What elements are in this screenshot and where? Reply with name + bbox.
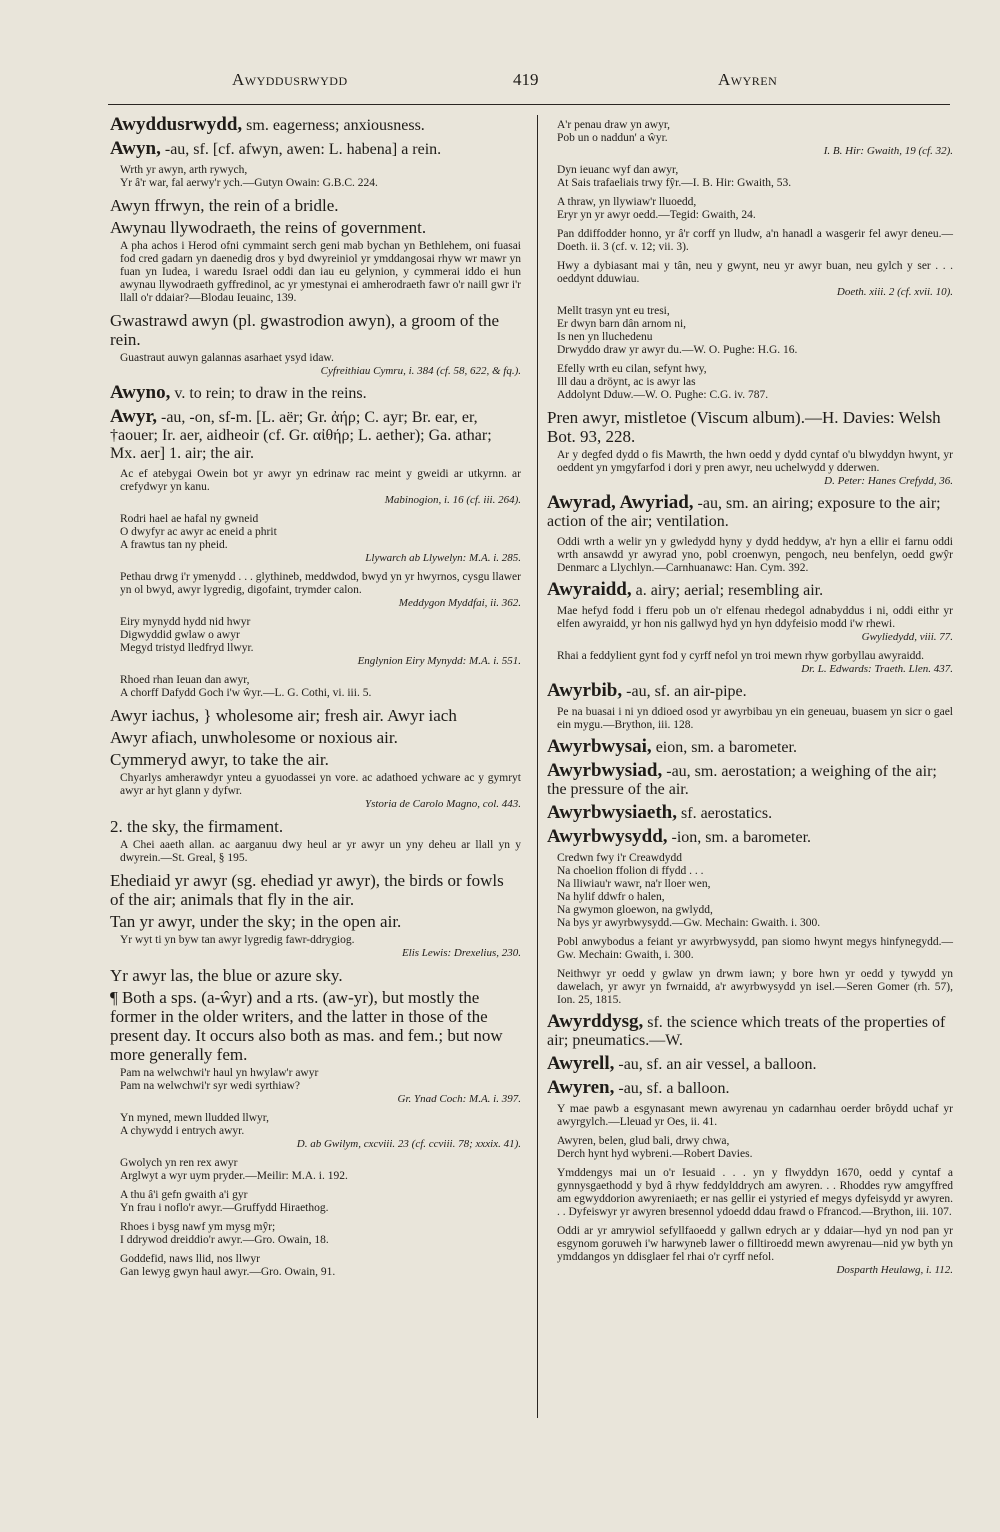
verse-line: Dyn ieuanc wyf dan awyr, (557, 164, 679, 176)
headword: Awyddusrwydd, (110, 114, 243, 135)
verse-line: Awyren, belen, glud bali, drwy chwa, (557, 1135, 730, 1147)
sub-entry: ¶ Both a sps. (a-ŵyr) and a rts. (aw-yr), but mostly the former in the older writers, and the latter in those of the present day. It occurs also both as mas. and fem.; but now more generally fem. (110, 988, 503, 1064)
verse-line: O dwyfyr ac awyr ac eneid a phrit (120, 526, 277, 538)
sub-entry: Yr awyr las, the blue or azure sky. (110, 966, 343, 985)
citation-source: Dr. L. Edwards: Traeth. Llen. 437. (801, 663, 953, 675)
verse-line: Na hylif ddwfr o halen, (557, 891, 665, 903)
citation-source: Gr. Ynad Coch: M.A. i. 397. (397, 1093, 521, 1105)
headword: Awyr, (110, 406, 157, 427)
prose-citation (557, 1225, 953, 1277)
verse-line: Megyd tristyd lledfryd llwyr. (120, 642, 254, 654)
prose-citation (557, 936, 953, 962)
citation-source: Doeth. xiii. 2 (cf. xvii. 10). (836, 286, 953, 298)
verse-citation (120, 1112, 521, 1151)
headword: Awyrbib, (547, 680, 623, 701)
verse-line: Na choelion ffolion di ffydd . . . (557, 865, 704, 877)
sub-entry: Pren awyr, mistletoe (Viscum album).—H. Davies: Welsh Bot. 93, 228. (547, 408, 941, 446)
citation-source: Meddygon Myddfai, ii. 362. (398, 597, 521, 609)
citation-text: Pe na buasai i ni yn ddioed osod yr awyrbibau yn ein geneuau, buasem yn sicr o gael ein mygu.—Brython, iii. 128. (557, 706, 953, 731)
verse-line: I ddrywod dreiddio'r awyr.—Gro. Owain, 18. (120, 1234, 329, 1246)
verse-line: Efelly wrth eu cilan, sefynt hwy, (557, 363, 707, 375)
verse-line: A chorff Dafydd Goch i'w ŵyr.—L. G. Cothi, vi. iii. 5. (120, 687, 372, 699)
verse-citation (557, 164, 953, 190)
verse-line: Eryr yn yr awyr oedd.—Tegid: Gwaith, 24. (557, 209, 756, 221)
dictionary-entry (547, 762, 953, 799)
header-left-guide-word: Awyddusrwydd (232, 70, 348, 89)
verse-citation (120, 1067, 521, 1106)
sub-entry: Awynau llywodraeth, the reins of government. (110, 218, 427, 237)
verse-line: Rhoes i bysg nawf ym mysg mŷr; (120, 1221, 276, 1233)
citation-source: Gwyliedydd, viii. 77. (861, 631, 953, 643)
prose-citation (557, 968, 953, 1007)
citation-source: Cyfreithiau Cymru, i. 384 (cf. 58, 622, & fq.). (320, 365, 521, 377)
verse-line: Pam na welwchwi'r haul yn hwylaw'r awyr (120, 1067, 319, 1079)
header-rule (108, 104, 950, 105)
sub-entry: Gwastrawd awyn (pl. gwastrodion awyn), a groom of the rein. (110, 311, 500, 349)
verse-citation (120, 1253, 521, 1279)
headword: Awyraidd, (547, 579, 632, 600)
verse-line: Rodri hael ae hafal ny gwneid (120, 513, 259, 525)
prose-citation (120, 772, 521, 811)
page-header (0, 70, 1000, 104)
sub-entry: Awyn ffrwyn, the rein of a bridle. (110, 196, 339, 215)
verse-citation (557, 363, 953, 402)
verse-citation (120, 164, 521, 190)
verse-citation (557, 1135, 953, 1161)
dictionary-entry (547, 1013, 953, 1050)
verse-line: Addolynt Dduw.—W. O. Pughe: C.G. iv. 787. (557, 389, 769, 401)
headword: Awyrell, (547, 1053, 615, 1074)
verse-line: Derch hynt hyd wybreni.—Robert Davies. (557, 1148, 753, 1160)
prose-citation (120, 934, 521, 960)
prose-citation (557, 449, 953, 488)
citation-text: Pethau drwg i'r ymenydd . . . glythineb, meddwdod, bwyd yn yr hwyrnos, cysgu llawer yn ol bwyd, awyr lygredig, digofaint, trymder calon. (120, 571, 521, 596)
verse-line: Yr â'r war, fal aerwy'r ych.—Gutyn Owain: G.B.C. 224. (120, 177, 378, 189)
sub-entry: 2. the sky, the firmament. (110, 817, 284, 836)
entry-definition: -au, sf. [cf. afwyn, awen: L. habena] a rein. (160, 141, 442, 158)
prose-citation (557, 1167, 953, 1219)
prose-citation (557, 650, 953, 676)
verse-line: Eiry mynydd hydd nid hwyr (120, 616, 251, 628)
headword: Awyrbwysiad, (547, 760, 663, 781)
headword: Awyrbwysydd, (547, 826, 668, 847)
citation-source: D. Peter: Hanes Crefydd, 36. (824, 475, 953, 487)
citation-text: Hwy a dybiasant mai y tân, neu y gwynt, neu yr awyr buan, neu gylch y ser . . . oeddynt dduwiau. (557, 260, 953, 285)
verse-line: Na gwymon gloewon, na gwlydd, (557, 904, 713, 916)
citation-text: Y mae pawb a esgynasant mewn awyrenau yn cadarnhau oerder brôydd uchaf yr awyrgylch.—Lleuad yr Oes, ii. 41. (557, 1103, 953, 1128)
verse-line: Mellt trasyn ynt eu tresi, (557, 305, 670, 317)
dictionary-entry (547, 682, 953, 701)
citation-text: Rhai a feddylient gynt fod y cyrff nefol yn troi mewn rhyw gorbyllau awyraidd. (557, 650, 925, 662)
sub-entry: Awyr iachus, } wholesome air; fresh air. Awyr iach (110, 706, 457, 725)
citation-text: Ac ef atebygai Owein bot yr awyr yn edrinaw rac meint y gweidi ar utkyrnn. ar crefydwyr yn kanu. (120, 468, 521, 493)
verse-line: Is nen yn lluchedenu (557, 331, 653, 343)
dictionary-entry (547, 494, 953, 531)
verse-line: Yn frau i noflo'r awyr.—Gruffydd Hiraethog. (120, 1202, 329, 1214)
verse-line: Goddefid, naws llid, nos llwyr (120, 1253, 260, 1265)
verse-line: Gwolych yn ren rex awyr (120, 1157, 238, 1169)
entry-definition: -au, sm. aerostation; a weighing of the air; the pressure of the air. (547, 763, 937, 798)
citation-source: Mabinogion, i. 16 (cf. iii. 264). (384, 494, 521, 506)
citation-text: Ymddengys mai un o'r Iesuaid . . . yn y flwyddyn 1670, oedd y cyntaf a gynnysgaethodd y byd â rhyw feddylddrych am awyren. . . Rhoddes ryw amgyffred am egwyddorion awyreniaeth; er nas gellir ei ystyried ef megys dyfeisydd yr awyren. . . Dyfeiswyr yr awyren bresennol ydoedd ddau frawd o Ffrancod.—Brython, iii. 107. (557, 1167, 953, 1218)
verse-line: Yn myned, mewn lludded llwyr, (120, 1112, 270, 1124)
verse-line: Drwyddo draw yr awyr du.—W. O. Pughe: H.G. 16. (557, 344, 798, 356)
sub-entry: Tan yr awyr, under the sky; in the open air. (110, 912, 402, 931)
dictionary-entry (110, 140, 521, 159)
verse-line: A'r penau draw yn awyr, (557, 119, 671, 131)
verse-citation (120, 674, 521, 700)
sub-entry: Awyr afiach, unwholesome or noxious air. (110, 728, 398, 747)
entry-definition: -au, sf. a balloon. (614, 1080, 730, 1097)
verse-line: Credwn fwy i'r Creawdydd (557, 852, 683, 864)
dictionary-entry (110, 408, 521, 463)
verse-citation (557, 119, 953, 158)
prose-citation (120, 468, 521, 507)
headword: Awyrad, Awyriad, (547, 492, 694, 513)
verse-line: A frawtus tan ny pheid. (120, 539, 228, 551)
verse-citation (557, 305, 953, 357)
citation-source: Dosparth Heulawg, i. 112. (836, 1264, 953, 1276)
entry-definition: a. airy; aerial; resembling air. (631, 582, 824, 599)
entry-definition: -au, -on, sf-m. [L. aër; Gr. ἀήρ; C. ayr; Br. ear, er, †aouer; Ir. aer, aidheoir (cf. Gr. αἰθήρ; L. aether); Ga. athar; Mx. aer] 1. air; the air. (110, 409, 492, 462)
entry-definition: -ion, sm. a barometer. (667, 829, 812, 846)
prose-citation (557, 706, 953, 732)
dictionary-entry (110, 384, 521, 403)
verse-line: A thraw, yn llywiaw'r lluoedd, (557, 196, 697, 208)
sub-entry: Cymmeryd awyr, to take the air. (110, 750, 329, 769)
column-divider (537, 115, 538, 1418)
dictionary-entry (547, 1055, 953, 1074)
headword: Awyren, (547, 1077, 615, 1098)
citation-text: Yr wyt ti yn byw tan awyr lygredig fawr-ddrygiog. (120, 934, 355, 946)
prose-citation (120, 240, 521, 305)
entry-definition: sf. the science which treats of the properties of air; pneumatics.—W. (547, 1014, 946, 1049)
verse-citation (120, 1189, 521, 1215)
verse-citation (120, 616, 521, 668)
citation-text: A pha achos i Herod ofni cymmaint serch geni mab bychan yn Bethlehem, oni fuasai fod cred gadarn yn daenedig dros y byd dwyreiniol yr ymddangosai rhyw wr mawr yn fuan yn Iudea, i waredu Israel oddi dan iau eu gelynion, y cymmerai iddo ei hun awynau llywodraeth gyffredinol, ac yr ymestynai ei amherodraeth fawr o'r naill gwr i'r llall o'r ddaiar?—Blodau Ieuainc, 139. (120, 240, 521, 304)
citation-source: Llywarch ab Llywelyn: M.A. i. 285. (365, 552, 521, 564)
verse-line: A thu â'i gefn gwaith a'i gyr (120, 1189, 248, 1201)
prose-citation (557, 1103, 953, 1129)
dictionary-entry (547, 738, 953, 757)
dictionary-entry (547, 828, 953, 847)
right-column (547, 116, 953, 1283)
prose-citation (120, 571, 521, 610)
entry-definition: sm. eagerness; anxiousness. (242, 117, 425, 134)
headword: Awyn, (110, 138, 161, 159)
headword: Awyrddysg, (547, 1011, 644, 1032)
verse-line: Pam na welwchwi'r syr wedi syrthiaw? (120, 1080, 300, 1092)
left-column (110, 116, 521, 1285)
prose-citation (557, 228, 953, 254)
citation-text: Pan ddiffodder honno, yr â'r corff yn lludw, a'n hanadl a wasgerir fel awyr deneu.—Doeth. ii. 3 (cf. v. 12; vii. 3). (557, 228, 953, 253)
citation-source: D. ab Gwilym, cxcviii. 23 (cf. ccviii. 78; xxxix. 41). (296, 1138, 521, 1150)
prose-citation (557, 260, 953, 299)
verse-line: Gan lewyg gwyn haul awyr.—Gro. Owain, 91. (120, 1266, 336, 1278)
entry-definition: -au, sm. an airing; exposure to the air; action of the air; ventilation. (547, 495, 941, 530)
citation-text: Ar y degfed dydd o fis Mawrth, the hwn oedd y dydd cyntaf o'u blwyddyn hwynt, yr oeddent yn ymgyfarfod i dori y pren awyr, neu uchelwydd y dderwen. (557, 449, 953, 474)
entry-definition: -au, sf. an air vessel, a balloon. (614, 1056, 817, 1073)
verse-line: Er dwyn barn dân arnom ni, (557, 318, 687, 330)
citation-text: Oddi ar yr amrywiol sefyllfaoedd y gallwn edrych ar y ddaiar—hyd yn nod pan yr esgynom goruweh i'w harwyneb lawer o filltiroedd mewn awyrenau—nid yw byth yn ymddangos yn ddisglaer fel rhai o'r cyrff nefol. (557, 1225, 953, 1263)
verse-citation (557, 852, 953, 930)
verse-line: At Sais trafaeliais trwy fŷr.—I. B. Hir: Gwaith, 53. (557, 177, 792, 189)
verse-line: A chywydd i entrych awyr. (120, 1125, 245, 1137)
verse-line: Pob un o naddun' a ŵyr. (557, 132, 668, 144)
verse-line: Na bys yr awyrbwysydd.—Gw. Mechain: Gwaith. i. 300. (557, 917, 821, 929)
citation-text: Chyarlys amherawdyr ynteu a gyuodassei yn vore. ac adathoed ychware ac y gymryt awyr ar hyt glann y dyfwr. (120, 772, 521, 797)
entry-definition: sf. aerostatics. (677, 805, 773, 822)
page-number: 419 (513, 70, 539, 89)
citation-source: I. B. Hir: Gwaith, 19 (cf. 32). (823, 145, 953, 157)
verse-line: Arglwyt a wyr uym pryder.—Meilir: M.A. i. 192. (120, 1170, 348, 1182)
prose-citation (557, 605, 953, 644)
sub-entry: Ehediaid yr awyr (sg. ehediad yr awyr), the birds or fowls of the air; animals that fly in the air. (110, 871, 504, 909)
dictionary-entry (547, 804, 953, 823)
prose-citation (120, 839, 521, 865)
citation-text: Mae hefyd fodd i fferu pob un o'r elfenau rhedegol adnabyddus i ni, oddi eithr yr elfen awyraidd, yr hon nis gallwyd hyd yn hyn ddyfeisio modd i'w rhewi. (557, 605, 953, 630)
citation-source: Elis Lewis: Drexelius, 230. (401, 947, 521, 959)
header-right-guide-word: Awyren (718, 70, 778, 89)
prose-citation (557, 536, 953, 575)
dictionary-entry (110, 116, 521, 135)
headword: Awyrbwysai, (547, 736, 652, 757)
verse-line: Digwyddid gwlaw o awyr (120, 629, 240, 641)
entry-definition: eion, sm. a barometer. (651, 739, 797, 756)
citation-text: Neithwyr yr oedd y gwlaw yn drwm iawn; y bore hwn yr oedd y tywydd yn dawelach, yr awyr yn fwrnaidd, a'r awyrbwysydd yn isel.—Seren Gomer (rh. 57), Ion. 25, 1815. (557, 968, 953, 1006)
verse-citation (120, 1157, 521, 1183)
verse-citation (120, 513, 521, 565)
verse-line: Rhoed rhan Ieuan dan awyr, (120, 674, 250, 686)
verse-citation (120, 352, 521, 378)
verse-line: Wrth yr awyn, arth rywych, (120, 164, 248, 176)
verse-line: Guastraut auwyn galannas asarhaet ysyd idaw. (120, 352, 334, 364)
verse-line: Ill dau a dröynt, ac is awyr las (557, 376, 696, 388)
headword: Awyrbwysiaeth, (547, 802, 678, 823)
verse-line: Na lliwiau'r wawr, na'r lloer wen, (557, 878, 711, 890)
verse-citation (120, 1221, 521, 1247)
headword: Awyno, (110, 382, 171, 403)
verse-citation (557, 196, 953, 222)
dictionary-entry (547, 1079, 953, 1098)
citation-text: A Chei aaeth allan. ac aarganuu dwy heul ar yr awyr un yny deheu ar llall yn y dwyrein.—St. Greal, § 195. (120, 839, 521, 864)
entry-definition: v. to rein; to draw in the reins. (170, 385, 367, 402)
entry-definition: -au, sf. an air-pipe. (622, 683, 747, 700)
citation-text: Oddi wrth a welir yn y gwledydd hyny y dydd heddyw, a'r hyn a ellir ei farnu oddi wrth ansawdd yr awyrad yno, pobl croenwyn, pengoch, neu benfelyn, oedd gwŷr Denmarc a Llychlyn.—Carnhuanawc: Han. Cym. 392. (557, 536, 953, 574)
citation-source: Englynion Eiry Mynydd: M.A. i. 551. (357, 655, 521, 667)
citation-source: Ystoria de Carolo Magno, col. 443. (364, 798, 521, 810)
citation-text: Pobl anwybodus a feiant yr awyrbwysydd, pan siomo hwynt megys hinfynegydd.—Gw. Mechain: Gwaith, i. 300. (557, 936, 953, 961)
dictionary-entry (547, 581, 953, 600)
